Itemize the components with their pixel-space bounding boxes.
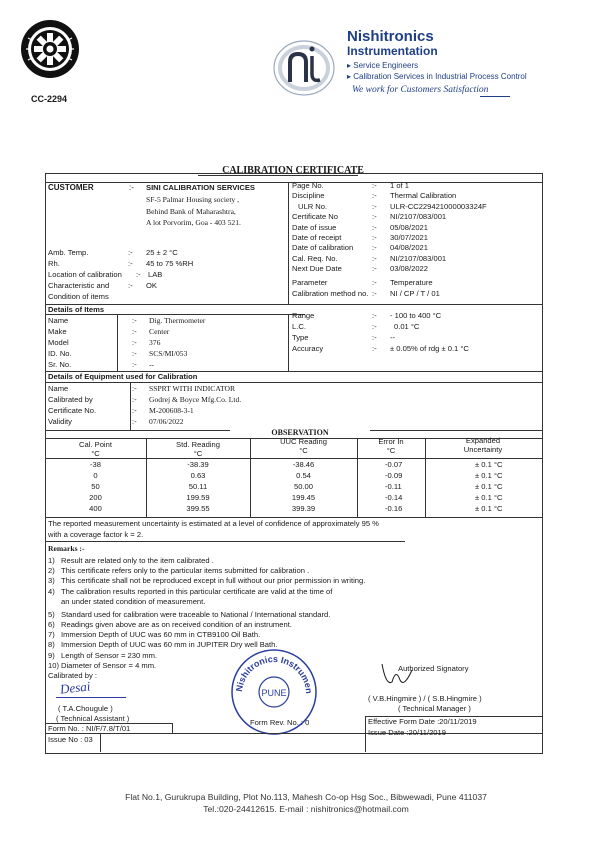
remarks-heading: Remarks :- xyxy=(48,544,85,553)
equipment-value: M-200608-3-1 xyxy=(149,406,194,415)
info-value: 30/07/2021 xyxy=(390,232,429,242)
equip-label-divider xyxy=(130,382,131,430)
item-value: SCS/MI/053 xyxy=(149,349,188,358)
footer-contact: Tel.:020-24412615. E-mail : nishitronics@hotmail.com xyxy=(203,804,409,814)
spec-value: - 100 to 400 °C xyxy=(390,311,442,320)
table-row: 400 399.55 399.39 -0.16 ± 0.1 °C xyxy=(89,504,503,513)
address-line: A lot Porvorim, Goa - 403 521. xyxy=(146,218,241,227)
rule xyxy=(45,314,305,315)
address-line: SF-5 Palmar Housing society , xyxy=(146,195,240,204)
footer-address: Flat No.1, Gurukrupa Building, Plot No.113, Mahesh Co-op Hsg Soc., Bibwewadi, Pune 411037 xyxy=(125,792,487,802)
divider xyxy=(288,182,289,304)
certificate-title: CALIBRATION CERTIFICATE xyxy=(222,165,364,176)
info-value: 03/08/2022 xyxy=(390,264,429,274)
condition-label: Condition of items xyxy=(48,292,109,301)
observation-rows xyxy=(45,460,541,515)
title-rule xyxy=(198,175,358,176)
col-header-uncertainty: Expanded Uncertainty xyxy=(463,436,503,454)
issue-divider xyxy=(100,733,101,752)
form-revision: Form Rev. No. : 0 xyxy=(250,718,310,727)
remark-text: Standard used for calibration were traceable to National / International standard. xyxy=(61,609,331,619)
issue-number: Issue No : 03 xyxy=(48,735,93,744)
remark-text: Readings given above are as on received condition of an instrument. xyxy=(61,619,292,629)
signature-line xyxy=(56,697,126,698)
remark-text: Diameter of Sensor = 4 mm. xyxy=(61,660,157,670)
svg-text:PUNE: PUNE xyxy=(261,688,287,698)
customer-label: CUSTOMER xyxy=(48,183,94,192)
condition-value: 25 ± 2 °C xyxy=(146,248,178,257)
tagline: We work for Customers Satisfaction xyxy=(352,85,489,95)
rule xyxy=(45,458,542,459)
info-label: Next Due Date xyxy=(292,264,342,274)
condition-label: Rh. xyxy=(48,259,60,268)
spec-value: ± 0.05% of rdg ± 0.1 °C xyxy=(390,344,469,353)
info-label: Parameter xyxy=(292,278,328,288)
col-header-std-reading: Std. Reading °C xyxy=(176,440,220,458)
info-value: 1 of 1 xyxy=(390,181,409,190)
equipment-heading: Details of Equipment used for Calibration xyxy=(48,372,198,381)
triangle-icon: ▸ xyxy=(347,61,354,70)
equipment-value: Godrej & Boyce Mfg.Co. Ltd. xyxy=(149,395,242,404)
company-logo xyxy=(270,36,340,98)
remark-text: Immersion Depth of UUC was 60 mm in JUPITER Dry well Bath. xyxy=(61,640,278,650)
col-header-cal-point: Cal. Point °C xyxy=(79,440,112,458)
authorized-names: ( V.B.Hingmire ) / ( S.B.Hingmire ) xyxy=(368,694,482,703)
info-value: Temperature xyxy=(390,278,433,288)
info-label: Date of receipt xyxy=(292,232,342,242)
info-label: Date of calibration xyxy=(292,243,354,253)
remark-text: Result are related only to the item calibrated . xyxy=(61,556,214,565)
info-value: Thermal Calibration xyxy=(390,191,457,201)
remark-text: This certificate shall not be reproduced except in full without our prior permission in writing. xyxy=(61,576,366,586)
item-value: 376 xyxy=(149,338,161,347)
info-label: Page No. xyxy=(292,181,324,190)
rule xyxy=(45,382,542,383)
effective-date: Effective Form Date :20/11/2019 xyxy=(368,717,477,726)
triangle-icon: ▸ xyxy=(347,72,354,81)
remark-text: This certificate refers only to the particular items submitted for calibration . xyxy=(61,566,310,576)
table-row: -38 -38.39 -38.46 -0.07 ± 0.1 °C xyxy=(90,460,503,469)
remark-text: an under stated condition of measurement. xyxy=(61,596,206,606)
calibrated-by-label: Calibrated by : xyxy=(48,671,97,680)
authorized-label: Authorized Signatory xyxy=(398,664,469,673)
info-value: NI / CP / T / 01 xyxy=(390,288,440,298)
spec-value: -- xyxy=(390,333,396,342)
remark-text: Length of Sensor = 230 mm. xyxy=(61,650,158,660)
condition-label: Characteristic and xyxy=(48,281,110,290)
item-value: Center xyxy=(149,327,170,336)
nabl-logo xyxy=(20,18,80,80)
condition-label: Location of calibration xyxy=(48,270,122,279)
form-divider xyxy=(365,716,366,752)
info-label: Calibration method no. xyxy=(292,288,369,298)
condition-label: Amb. Temp. xyxy=(48,248,89,257)
remark-text: The calibration results reported in this particular certificate are valid at the time of xyxy=(61,586,333,596)
info-value: NI/2107/083/001 xyxy=(390,253,447,263)
spec-value: 0.01 °C xyxy=(394,322,420,331)
info-label: ULR No. xyxy=(298,201,328,211)
info-label: Date of issue xyxy=(292,222,337,232)
certificate-number: NI/2107/083/001 xyxy=(390,212,447,222)
uncertainty-note: The reported measurement uncertainty is estimated at a level of confidence of approximately 95 % with a coverage factor k = 2. xyxy=(48,519,379,539)
cc-code: CC-2294 xyxy=(31,94,68,104)
condition-value: OK xyxy=(146,281,157,290)
svg-text:Nishitronics Instrumentation: Nishitronics Instrumen xyxy=(234,653,315,695)
table-row: 50 50.11 50.00 -0.11 ± 0.1 °C xyxy=(91,482,503,491)
customer-address xyxy=(146,194,241,229)
address-line: Behind Bank of Maharashtra, xyxy=(146,206,236,216)
table-row: 200 199.59 199.45 -0.14 ± 0.1 °C xyxy=(89,493,503,502)
tagline-underline xyxy=(480,96,510,97)
rule xyxy=(45,733,542,734)
items-value-divider xyxy=(288,314,289,371)
service-item: ▸ Service Engineers xyxy=(347,61,419,70)
equipment-value: 07/06/2022 xyxy=(149,417,184,426)
service-item: ▸ Calibration Services in Industrial Process Control xyxy=(347,72,527,81)
info-value: 04/08/2021 xyxy=(390,243,429,253)
rule xyxy=(45,541,405,542)
table-row: 0 0.63 0.54 -0.09 ± 0.1 °C xyxy=(93,471,503,480)
calibrated-role: ( Technical Assistant ) xyxy=(56,714,130,723)
customer-name: SINI CALIBRATION SERVICES xyxy=(146,183,255,192)
info-label: Cal. Req. No. xyxy=(292,253,338,263)
company-subtitle: Instrumentation xyxy=(347,44,438,58)
remark-text: Immersion Depth of UUC was 60 mm in CTB9100 Oil Bath. xyxy=(61,630,261,640)
rule xyxy=(370,430,542,431)
ulr-number: ULR-CC229421000003324F xyxy=(390,201,487,211)
observation-heading: OBSERVATION xyxy=(271,428,329,437)
col-header-error: Error In °C xyxy=(378,437,404,455)
items-label-divider xyxy=(117,314,118,371)
calibrated-name: ( T.A.Chougule ) xyxy=(58,704,113,713)
condition-value: 45 to 75 %RH xyxy=(146,259,194,268)
customer-sep: :- xyxy=(129,183,134,192)
calibrated-signature: Desai xyxy=(59,678,91,697)
equipment-value: SSPRT WITH INDICATOR xyxy=(149,384,236,393)
condition-value: LAB xyxy=(148,270,163,279)
rule xyxy=(45,304,542,305)
authorized-role: ( Technical Manager ) xyxy=(398,704,471,713)
company-name: Nishitronics xyxy=(347,28,434,45)
info-label: Discipline xyxy=(292,191,325,201)
item-value: Dig. Thermometer xyxy=(149,316,206,325)
rule xyxy=(45,430,230,431)
issue-date: Issue Date :20/11/2019 xyxy=(368,728,446,737)
info-value: 05/08/2021 xyxy=(390,222,429,232)
form-divider xyxy=(172,723,173,733)
items-heading: Details of Items xyxy=(48,305,105,314)
info-label: Certificate No xyxy=(292,212,339,222)
services-list xyxy=(347,60,527,82)
form-number: Form No. : NI/F/7.8/T/01 xyxy=(48,724,131,733)
col-header-uuc-reading: UUC Reading °C xyxy=(280,437,327,455)
item-value: -- xyxy=(149,360,155,369)
